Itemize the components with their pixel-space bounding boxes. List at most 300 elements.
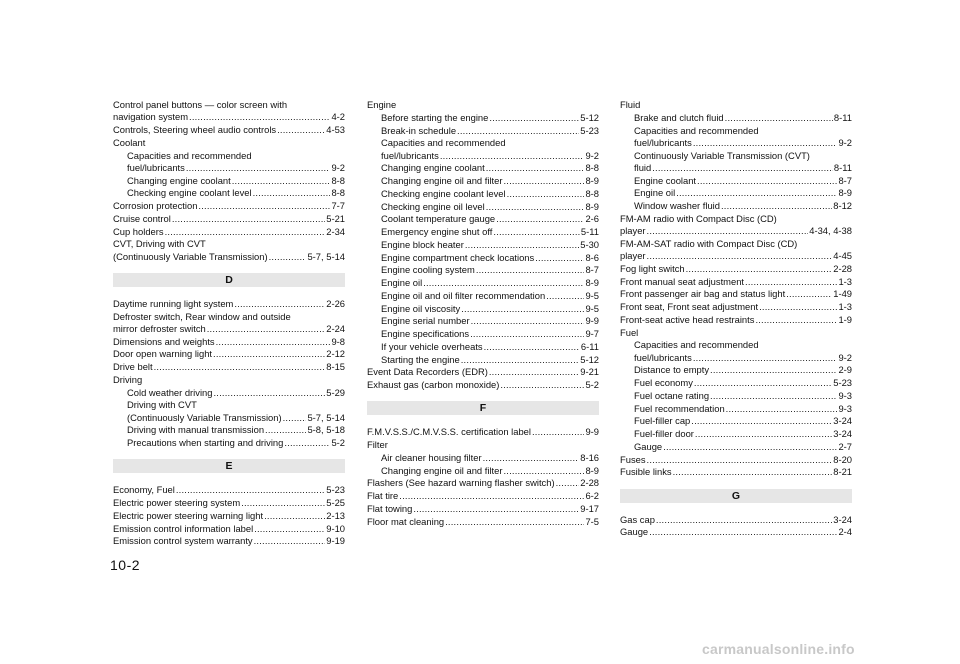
index-entry-line [381,226,599,238]
page-reference[interactable]: 5-30 [580,238,599,250]
page-reference[interactable]: 1-49 [833,288,852,300]
index-column-3 [620,99,852,539]
page-reference[interactable]: 7-7 [331,200,345,211]
page-reference[interactable]: 8-6 [585,251,599,263]
index-entry-line [634,112,852,124]
dot-leader [486,201,585,213]
index-entry-line [381,201,599,213]
index-entry-text: Fog light switch [620,262,685,274]
page-reference[interactable]: 5-12 [580,353,599,365]
page-reference[interactable]: 2-34 [326,225,345,237]
index-entry-line [367,366,599,378]
page-reference[interactable]: 2-4 [838,526,852,538]
page-reference[interactable]: 9-3 [838,389,852,401]
index-entry-text: Cruise control [113,212,171,224]
dot-leader [686,263,833,275]
index-heading: Filter [367,439,388,450]
dot-leader [265,424,306,436]
page-reference[interactable]: 8-7 [585,264,599,276]
index-entry [113,399,345,424]
index-entry [367,477,599,489]
index-entry-line [113,361,345,373]
index-entry-line [634,162,852,174]
page-reference[interactable]: 5-2 [331,437,345,448]
index-entry-text: Corrosion protection [113,200,198,211]
index-entry [367,226,599,238]
page-reference[interactable]: 8-16 [580,451,599,463]
index-entry-text: fuel/lubricants [634,136,692,148]
index-entry-text: Front seat, Front seat adjustment [620,301,759,312]
dot-leader [695,428,832,440]
page-reference[interactable]: 2-13 [326,509,345,521]
index-entry [620,276,852,288]
dot-leader [786,288,832,300]
page-reference[interactable]: 2-12 [326,348,345,360]
index-entry-text: Exhaust gas (carbon monoxide) [367,379,500,390]
index-entry-text: Brake and clutch fluid [634,111,724,123]
page-reference[interactable]: 9-10 [326,522,345,534]
index-entry-text: Drive belt [113,361,153,372]
page-reference[interactable]: 4-53 [326,124,345,135]
index-entry-line [381,354,599,366]
dot-leader [503,175,584,187]
index-entry-line [113,298,345,310]
dot-leader [486,162,585,174]
index-entry-line [113,200,345,212]
index-entry-line [367,379,599,391]
dot-leader [532,426,584,438]
page-reference[interactable]: 2-26 [326,297,345,309]
index-heading: Driving [113,373,143,385]
index-entry-line [634,352,852,364]
index-entry-line [113,213,345,225]
index-entry [367,366,599,378]
page-reference[interactable]: 8-20 [833,453,852,465]
dot-leader [647,250,833,262]
dot-leader [445,516,584,528]
index-entry [113,187,345,199]
index-entry [620,200,852,212]
index-entry-text: Defroster switch, Rear window and outside [113,310,291,322]
index-entry-text: Engine compartment check locations [381,251,535,263]
dot-leader [457,125,579,137]
index-entry [367,277,599,289]
dot-leader [745,276,837,288]
index-entry-text: navigation system [113,111,189,123]
index-entry-text: Door open warning light [113,348,213,360]
dot-leader [710,364,837,376]
dot-leader [207,323,326,335]
page-reference[interactable]: 8-15 [326,361,345,372]
dot-leader [652,162,833,174]
index-entry [367,465,599,477]
index-entry-line [620,276,852,288]
index-entry [367,175,599,187]
page-reference[interactable]: 2-24 [326,322,345,334]
page-reference[interactable]: 5-7, 5-14 [307,411,345,423]
page-reference[interactable]: 1-3 [838,301,852,312]
section-letter-header: G [620,489,852,503]
index-entry-line [381,175,599,187]
index-entry [367,503,599,515]
index-entry-line [381,213,599,225]
index-entry-line [620,314,852,326]
page-reference[interactable]: 5-23 [580,124,599,136]
index-entry [367,290,599,302]
index-entry-line [381,112,599,124]
index-entry [620,112,852,124]
page-reference[interactable]: 8-8 [331,187,345,199]
index-entry-line [620,526,852,538]
dot-leader [154,361,326,373]
index-entry [113,424,345,436]
dot-leader [189,111,330,123]
index-entry [113,298,345,310]
page-reference[interactable]: 2-7 [838,440,852,452]
page-reference[interactable]: 9-5 [585,302,599,314]
index-entry-text: FM-AM-SAT radio with Compact Disc (CD) [620,237,798,249]
dot-leader [546,290,584,302]
page-reference[interactable]: 8-9 [838,187,852,199]
dot-leader [663,441,837,453]
page-reference[interactable]: 4-45 [833,250,852,261]
page-reference[interactable]: 5-23 [833,377,852,388]
page-reference[interactable]: 5-11 [580,226,599,237]
index-entry [367,341,599,353]
index-entry-line [620,263,852,275]
index-entry-line [381,315,599,327]
index-entry-text: Floor mat cleaning [367,515,445,527]
page-reference[interactable]: 9-2 [585,149,599,161]
index-entry [620,301,852,313]
index-entry [367,426,599,438]
index-entry-text: Emission control system warranty [113,535,253,547]
index-entry-text: Flashers (See hazard warning flasher switch) [367,477,555,489]
page-reference[interactable]: 5-23 [326,484,345,496]
page-reference[interactable]: 9-17 [580,502,599,514]
index-entry-text: Fusible links [620,466,672,478]
index-entry-text: Capacities and recommended [634,124,759,136]
dot-leader [647,225,809,237]
index-entry-text: Front passenger air bag and status light [620,288,786,300]
page-reference[interactable]: 2-28 [580,477,599,489]
dot-leader [213,387,325,399]
index-entry-line [634,415,852,427]
index-entry-line [620,250,852,262]
index-entry-line [113,510,345,522]
index-entry-text: fuel/lubricants [634,351,692,363]
index-entry-text: Fuel-filler door [634,428,694,439]
index-entry [113,175,345,187]
index-entry-line [113,336,345,348]
page-reference[interactable]: 2-28 [833,262,852,274]
index-entry-text: If your vehicle overheats [381,340,483,352]
page-reference[interactable]: 5-8, 5-18 [307,424,345,436]
index-entry [620,514,852,526]
index-entry-line [127,437,345,449]
index-entry-line [381,150,599,162]
page-reference[interactable]: 6-2 [585,490,599,501]
index-entry [113,361,345,373]
index-heading: Fluid [620,99,641,110]
index-entry-text: Fuel economy [634,377,693,388]
dot-leader [413,503,579,515]
index-entry [113,387,345,399]
dot-leader [503,465,584,477]
dot-leader [254,523,325,535]
dot-leader [693,137,838,149]
index-entry-text: Gas cap [620,513,655,525]
index-entry [620,403,852,415]
index-entry-text: Checking engine coolant level [127,187,252,199]
index-entry-line [381,452,599,464]
page-reference[interactable]: 9-9 [585,315,599,327]
index-entry [620,377,852,389]
index-entry-text: Changing engine coolant [381,162,485,174]
index-entry-text: Gauge [634,440,663,452]
section-letter-header: E [113,459,345,473]
index-entry [113,311,345,336]
index-entry-line [367,503,599,515]
page-reference[interactable]: 9-2 [838,136,852,148]
page-reference[interactable]: 5-25 [326,497,345,508]
index-entry-text: Fuel-filler cap [634,415,691,427]
index-entry-line [113,124,345,136]
index-entry-text: Front manual seat adjustment [620,275,745,287]
page-number: 10-2 [110,557,141,573]
index-entry-text: Air cleaner housing filter [381,451,482,463]
page-reference[interactable]: 8-9 [585,175,599,186]
index-entry [367,379,599,391]
index-column-1 [113,99,345,548]
index-entry [620,263,852,275]
page-reference[interactable]: 9-9 [585,426,599,438]
page-reference[interactable]: 8-9 [585,277,599,288]
index-entry-text: Flat towing [367,502,413,514]
dot-leader [269,251,307,263]
dot-leader [216,336,331,348]
index-entry-text: Break-in schedule [381,124,457,136]
index-entry-line [634,403,852,415]
index-entry-line [113,251,345,263]
index-entry-line [381,188,599,200]
index-entry-text: mirror defroster switch [113,322,206,334]
index-entry-text: player [620,225,646,236]
page-reference[interactable]: 9-19 [326,535,345,547]
dot-leader [721,200,832,212]
index-entry [620,364,852,376]
page-reference[interactable]: 5-2 [585,379,599,390]
index-entry [113,535,345,547]
dot-leader [470,328,584,340]
index-entry [367,188,599,200]
page-reference[interactable]: 9-7 [585,328,599,339]
index-entry [367,239,599,251]
dot-leader [500,379,584,391]
index-entry-text: Engine specifications [381,328,470,339]
page-reference[interactable]: 3-24 [833,513,852,525]
dot-leader [483,452,580,464]
dot-leader [186,162,331,174]
index-entry [620,441,852,453]
page-reference[interactable]: 9-2 [838,351,852,363]
index-entry-line [620,225,852,237]
index-heading: Fuel [620,326,639,338]
index-entry [367,162,599,174]
index-entry [113,497,345,509]
page-reference[interactable]: 8-11 [833,161,852,173]
index-entry-text: fluid [634,161,652,173]
dot-leader [465,239,579,251]
index-entry [620,238,852,263]
index-entry-line [381,252,599,264]
page-reference[interactable]: 4-34, 4-38 [809,225,852,236]
index-entry-line [127,412,345,424]
index-entry-text: (Continuously Variable Transmission) [113,250,268,262]
page-reference[interactable]: 7-5 [585,515,599,527]
page-reference[interactable]: 5-7, 5-14 [307,250,345,262]
index-column-2 [367,99,599,528]
dot-leader [476,264,585,276]
index-entry-line [634,200,852,212]
page-reference[interactable]: 8-7 [838,174,852,186]
index-entry-line [634,137,852,149]
index-entry-line [381,125,599,137]
index-entry-line [113,226,345,238]
index-entry-line [381,264,599,276]
index-entry-text: Engine oil and oil filter recommendation [381,289,546,301]
index-entry [620,466,852,478]
page-reference[interactable]: 8-9 [585,200,599,212]
index-entry-line [620,301,852,313]
page-reference[interactable]: 9-3 [838,402,852,414]
index-entry-line [127,187,345,199]
index-entry [113,200,345,212]
index-entry-line [127,424,345,436]
index-entry-line [127,162,345,174]
page-reference[interactable]: 5-12 [580,111,599,123]
page-reference[interactable]: 8-11 [833,111,852,123]
index-entry-text: Engine block heater [381,238,464,250]
index-entry [367,112,599,124]
index-entry-line [113,523,345,535]
index-entry-line [367,516,599,528]
dot-leader [489,366,579,378]
index-entry [113,348,345,360]
page-reference[interactable]: 8-8 [331,174,345,186]
index-entry-text: Engine cooling system [381,264,475,276]
index-entry-line [381,239,599,251]
dot-leader [755,314,837,326]
page-reference[interactable]: 4-2 [331,111,345,123]
index-entry-text: Emergency engine shut off [381,226,493,237]
page-reference[interactable]: 8-12 [833,200,852,211]
page-reference[interactable]: 1-9 [838,313,852,325]
dot-leader [277,124,325,136]
index-entry [367,125,599,137]
index-entry-text: Controls, Steering wheel audio controls [113,124,277,135]
index-entry-text: Fuel octane rating [634,389,710,401]
dot-leader [726,403,838,415]
index-entry [620,390,852,402]
index-entry [620,175,852,187]
page-reference[interactable]: 2-6 [585,213,599,225]
page-reference[interactable]: 3-24 [833,415,852,427]
page-reference[interactable]: 9-8 [331,335,345,347]
index-entry-text: player [620,250,646,261]
page-reference[interactable]: 8-21 [833,466,852,478]
page-reference[interactable]: 9-2 [331,161,345,173]
dot-leader [283,412,307,424]
page-reference[interactable]: 5-29 [326,386,345,398]
dot-leader [213,348,325,360]
index-entry [367,264,599,276]
index-entry-text: Before starting the engine [381,111,489,123]
page-reference[interactable]: 8-9 [585,464,599,476]
dot-leader [471,315,585,327]
page-reference[interactable]: 8-8 [585,162,599,174]
dot-leader [725,112,833,124]
index-entry-line [381,162,599,174]
dot-leader [253,187,331,199]
index-entry-line [113,111,345,123]
page-reference[interactable]: 1-3 [838,275,852,287]
section-letter-header: F [367,401,599,415]
index-entry [620,288,852,300]
dot-leader [673,466,833,478]
index-entry [367,303,599,315]
index-entry-line [634,441,852,453]
page-reference[interactable]: 2-9 [838,364,852,376]
index-entry [113,523,345,535]
page-reference[interactable]: 8-8 [585,187,599,199]
index-entry [620,314,852,326]
page-reference[interactable]: 3-24 [833,428,852,439]
section-letter-header: D [113,273,345,287]
index-entry-text: FM-AM radio with Compact Disc (CD) [620,212,777,224]
index-entry [113,336,345,348]
index-entry-line [634,428,852,440]
page-reference[interactable]: 5-21 [326,212,345,224]
page-reference[interactable]: 9-5 [585,289,599,301]
index-entry [367,137,599,162]
dot-leader [254,535,326,547]
index-entry-text: Event Data Recorders (EDR) [367,366,488,378]
index-entry-text: Precautions when starting and driving [127,437,284,448]
index-entry [113,484,345,496]
dot-leader [399,490,584,502]
index-entry-text: Engine oil [634,187,676,199]
index-entry-text: Capacities and recommended [127,149,252,161]
dot-leader [535,252,584,264]
index-entry-text: Engine serial number [381,315,470,327]
index-entry-text: Changing engine coolant [127,174,231,186]
index-entry-line [367,490,599,502]
dot-leader [496,213,584,225]
dot-leader [232,175,331,187]
index-entry-line [127,175,345,187]
index-entry-line [113,323,345,335]
index-entry-text: Economy, Fuel [113,484,175,496]
dot-leader [165,226,326,238]
page-reference[interactable]: 9-21 [580,366,599,378]
dot-leader [241,497,325,509]
index-entry-text: Distance to empty [634,364,710,376]
page-reference[interactable]: 6-11 [580,340,599,352]
index-entry-text: Driving with manual transmission [127,424,265,436]
index-entry-text: F.M.V.S.S./C.M.V.S.S. certification label [367,426,531,438]
index-entry [113,213,345,225]
